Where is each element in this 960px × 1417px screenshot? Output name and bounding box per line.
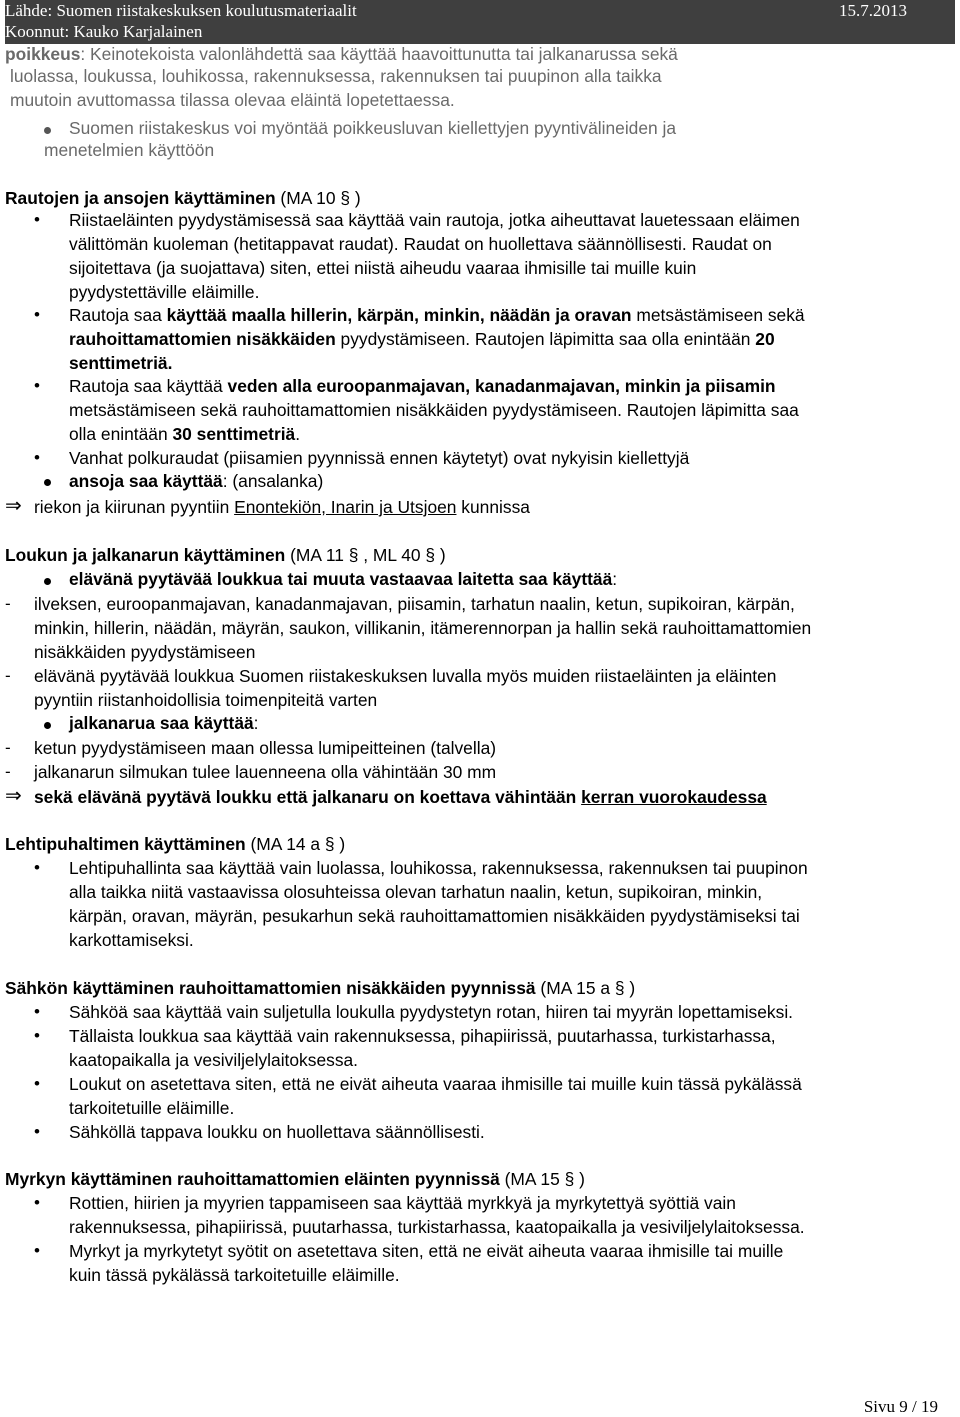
sahko-b4: Sähköllä tappava loukku on huollettava säännöllisesti. [69, 1122, 485, 1142]
sahko-b2-line-1: Tällaista loukkua saa käyttää vain rakennuksessa, pihapiirissä, puutarhassa, turkistarhassa, [69, 1026, 776, 1046]
bullet-icon [44, 479, 51, 486]
loukku-b1: elävänä pyytävää loukkua tai muuta vastaavaa laitetta saa käyttää: [69, 569, 618, 589]
rautojen-arrow-line: riekon ja kiirunan pyyntiin Enontekiön, Inarin ja Utsjoen kunnissa [34, 497, 530, 517]
dash-marker: - [5, 738, 11, 757]
loukku-d2-line-1: elävänä pyytävää loukkua Suomen riistakeskuksen luvalla myös muiden riistaeläinten ja eläinten [34, 666, 777, 686]
arrow-icon: ⇒ [5, 495, 22, 517]
bullet-icon [44, 127, 51, 134]
header-source: Lähde: Suomen riistakeskuksen koulutusmateriaalit [5, 1, 357, 20]
bullet-icon: • [34, 1241, 40, 1260]
bullet-icon: • [34, 210, 40, 229]
dash-marker: - [5, 666, 11, 685]
loukku-d1-line-1: ilveksen, euroopanmajavan, kanadanmajavan, piisamin, tarhatun naalin, ketun, supikoiran, kärpän, [34, 594, 795, 614]
dash-marker: - [5, 594, 11, 613]
intro-line-3: muutoin avuttomassa tilassa olevaa eläintä lopetettaessa. [10, 90, 455, 110]
section-title-sahko: Sähkön käyttäminen rauhoittamattomien nisäkkäiden pyynnissä (MA 15 a § ) [5, 978, 636, 998]
loukku-d4: jalkanarun silmukan tulee lauenneena olla vähintään 30 mm [34, 762, 497, 782]
bullet-icon: • [34, 1193, 40, 1212]
rautojen-b3-line-2: metsästämiseen sekä rauhoittamattomien nisäkkäiden pyydystämiseen. Rautojen läpimitta saa [69, 400, 799, 420]
rautojen-b3-line-1: Rautoja saa käyttää veden alla euroopanmajavan, kanadanmajavan, minkin ja piisamin [69, 376, 776, 396]
section-title-loukku: Loukun ja jalkanarun käyttäminen (MA 11 § , ML 40 § ) [5, 545, 446, 565]
loukku-d1-line-3: nisäkkäiden pyydystämiseen [34, 642, 256, 662]
myrkky-b2-line-1: Myrkyt ja myrkytetyt syötit on asetettava siten, että ne eivät aiheuta vaaraa ihmisille tai muille [69, 1241, 784, 1261]
lehti-line-4: karkottamiseksi. [69, 930, 194, 950]
loukku-arrow-line: sekä elävänä pyytävä loukku että jalkanaru on koettava vähintään kerran vuorokaudessa [34, 787, 767, 807]
rautojen-b1-line-1: Riistaeläinten pyydystämisessä saa käyttää vain rautoja, jotka aiheuttavat lauetessaan eläimen [69, 210, 800, 230]
bullet-icon: • [34, 1002, 40, 1021]
section-title-lehtipuhallin: Lehtipuhaltimen käyttäminen (MA 14 a § ) [5, 834, 346, 854]
bullet-icon: • [34, 1074, 40, 1093]
loukku-d2-line-2: pyyntiin riistanhoidollisia toimenpiteitä varten [34, 690, 378, 710]
bullet-icon: • [34, 1122, 40, 1141]
bullet-icon: • [34, 305, 40, 324]
bullet-icon [44, 722, 51, 729]
loukku-d1-line-2: minkin, hillerin, näädän, mäyrän, saukon, villikanin, itämerennorpan ja hallin sekä rauhoittamattomien [34, 618, 812, 638]
bullet-icon: • [34, 376, 40, 395]
header-date: 15.7.2013 [839, 1, 907, 20]
intro-label: poikkeus [5, 44, 81, 64]
bullet-icon [44, 578, 51, 585]
sahko-b3-line-1: Loukut on asetettava siten, että ne eivät aiheuta vaaraa ihmisille tai muille kuin tässä pykälässä [69, 1074, 802, 1094]
section-title-rautojen: Rautojen ja ansojen käyttäminen (MA 10 § ) [5, 188, 361, 208]
myrkky-b1-line-1: Rottien, hiirien ja myyrien tappamiseen saa käyttää myrkkyä ja myrkytettyä syöttiä vain [69, 1193, 736, 1213]
page-header [5, 0, 955, 44]
rautojen-b2-line-1: Rautoja saa käyttää maalla hillerin, kärpän, minkin, näädän ja oravan metsästämiseen sekä [69, 305, 805, 325]
lehti-line-3: kärpän, oravan, mäyrän, pesukarhun sekä rauhoittamattomien nisäkkäiden pyydystämiseksi tai [69, 906, 800, 926]
rautojen-b2-line-3: senttimetriä. [69, 353, 173, 373]
rautojen-b4: Vanhat polkuraudat (piisamien pyynnissä ennen käytetyt) ovat nykyisin kiellettyjä [69, 448, 690, 468]
lehti-line-1: Lehtipuhallinta saa käyttää vain luolassa, louhikossa, rakennuksessa, rakennuksen tai puupinon [69, 858, 808, 878]
section-title-myrkky: Myrkyn käyttäminen rauhoittamattomien eläinten pyynnissä (MA 15 § ) [5, 1169, 585, 1189]
header-compiler: Koonnut: Kauko Karjalainen [5, 22, 203, 41]
dash-marker: - [5, 762, 11, 781]
intro-bullet-line-2: menetelmien käyttöön [44, 140, 215, 160]
sahko-b2-line-2: kaatopaikalla ja vesiviljelylaitoksessa. [69, 1050, 359, 1070]
page-number: Sivu 9 / 19 [863, 1397, 938, 1416]
sahko-b1: Sähköä saa käyttää vain suljetulla loukulla pyydystetyn rotan, hiiren tai myyrän lopettamiseksi. [69, 1002, 794, 1022]
sahko-b3-line-2: tarkoitetuille eläimille. [69, 1098, 235, 1118]
rautojen-b1-line-4: pyydystettäville eläimille. [69, 282, 260, 302]
rautojen-b3-line-3: olla enintään 30 senttimetriä. [69, 424, 301, 444]
rautojen-b1-line-2: välittömän kuoleman (hetitappavat raudat). Raudat on huollettava säännöllisesti. Raudat on [69, 234, 772, 254]
rautojen-b1-line-3: sijoitettava (ja suojattava) siten, ettei niistä aiheudu vaaraa ihmisille tai muille kuin [69, 258, 697, 278]
intro-line-2: luolassa, loukussa, louhikossa, rakennuksessa, rakennuksen tai puupinon alla taikka [10, 66, 662, 86]
bullet-icon: • [34, 448, 40, 467]
rautojen-b5: ansoja saa käyttää: (ansalanka) [69, 471, 324, 491]
rautojen-b2-line-2: rauhoittamattomien nisäkkäiden pyydystämiseen. Rautojen läpimitta saa olla enintään 20 [69, 329, 775, 349]
bullet-icon: • [34, 858, 40, 877]
lehti-line-2: alla taikka niitä vastaavissa olosuhteissa olevan tarhatun naalin, ketun, supikoiran, minkin, [69, 882, 763, 902]
myrkky-b1-line-2: rakennuksessa, pihapiirissä, puutarhassa, turkistarhassa, kaatopaikalla ja vesiviljelylaitoksessa. [69, 1217, 805, 1237]
intro-line-1: poikkeus: Keinotekoista valonlähdettä saa käyttää haavoittunutta tai jalkanarussa sekä [5, 44, 678, 64]
arrow-icon: ⇒ [5, 785, 22, 807]
loukku-b2: jalkanarua saa käyttää: [69, 713, 259, 733]
bullet-icon: • [34, 1026, 40, 1045]
intro-bullet-line-1: Suomen riistakeskus voi myöntää poikkeusluvan kiellettyjen pyyntivälineiden ja [69, 118, 677, 138]
myrkky-b2-line-2: kuin tässä pykälässä tarkoitetuille eläimille. [69, 1265, 400, 1285]
loukku-d3: ketun pyydystämiseen maan ollessa lumipeitteinen (talvella) [34, 738, 497, 758]
